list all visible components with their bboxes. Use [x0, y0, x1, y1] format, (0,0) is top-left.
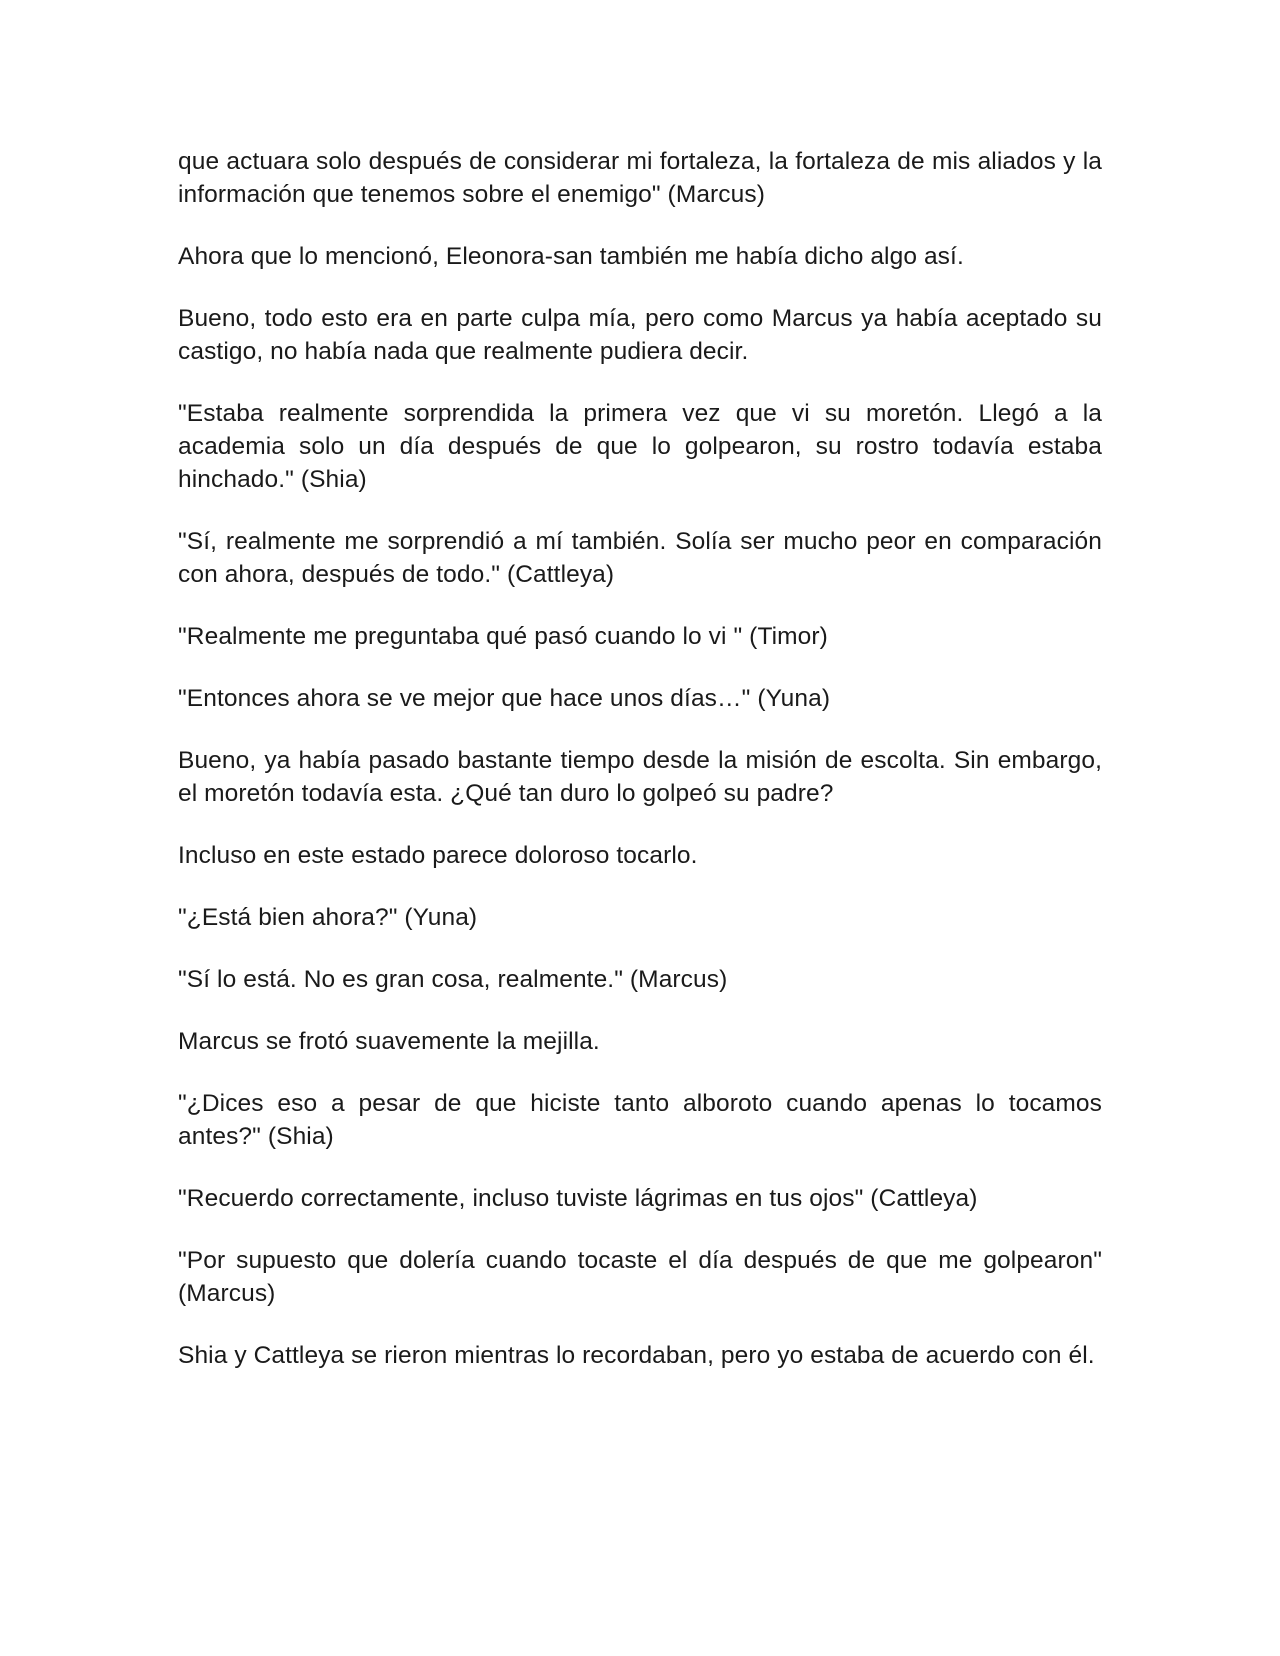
paragraph: "¿Está bien ahora?" (Yuna) — [178, 904, 478, 931]
paragraph: "Recuerdo correctamente, incluso tuviste lágrimas en tus ojos" (Cattleya) — [178, 1185, 978, 1212]
paragraph: "Entonces ahora se ve mejor que hace unos días…" (Yuna) — [178, 685, 831, 712]
paragraph: Shia y Cattleya se rieron mientras lo recordaban, pero yo estaba de acuerdo con él. — [178, 1342, 1095, 1369]
paragraph: "Realmente me preguntaba qué pasó cuando lo vi " (Timor) — [178, 623, 828, 650]
paragraph: Marcus se frotó suavemente la mejilla. — [178, 1028, 600, 1055]
document-body — [178, 145, 1102, 1401]
paragraph: "Sí, realmente me sorprendió a mí también. Solía ser mucho peor en comparación con ahora, después de todo." (Cattleya) — [178, 528, 1102, 588]
paragraph: "Por supuesto que dolería cuando tocaste el día después de que me golpearon" (Marcus) — [178, 1247, 1102, 1307]
paragraph: Bueno, todo esto era en parte culpa mía, pero como Marcus ya había aceptado su castigo, no había nada que realmente pudiera decir. — [178, 305, 1102, 365]
paragraph: que actuara solo después de considerar mi fortaleza, la fortaleza de mis aliados y la información que tenemos sobre el enemigo" (Marcus) — [178, 148, 1102, 208]
paragraph: "Sí lo está. No es gran cosa, realmente." (Marcus) — [178, 966, 728, 993]
paragraph: "¿Dices eso a pesar de que hiciste tanto alboroto cuando apenas lo tocamos antes?" (Shia) — [178, 1090, 1102, 1150]
paragraph: Bueno, ya había pasado bastante tiempo desde la misión de escolta. Sin embargo, el moretón todavía esta. ¿Qué tan duro lo golpeó su padre? — [178, 747, 1102, 807]
paragraph: Incluso en este estado parece doloroso tocarlo. — [178, 842, 698, 869]
paragraph: Ahora que lo mencionó, Eleonora-san también me había dicho algo así. — [178, 243, 964, 270]
paragraph: "Estaba realmente sorprendida la primera vez que vi su moretón. Llegó a la academia solo un día después de que lo golpearon, su rostro todavía estaba hinchado." (Shia) — [178, 400, 1102, 493]
